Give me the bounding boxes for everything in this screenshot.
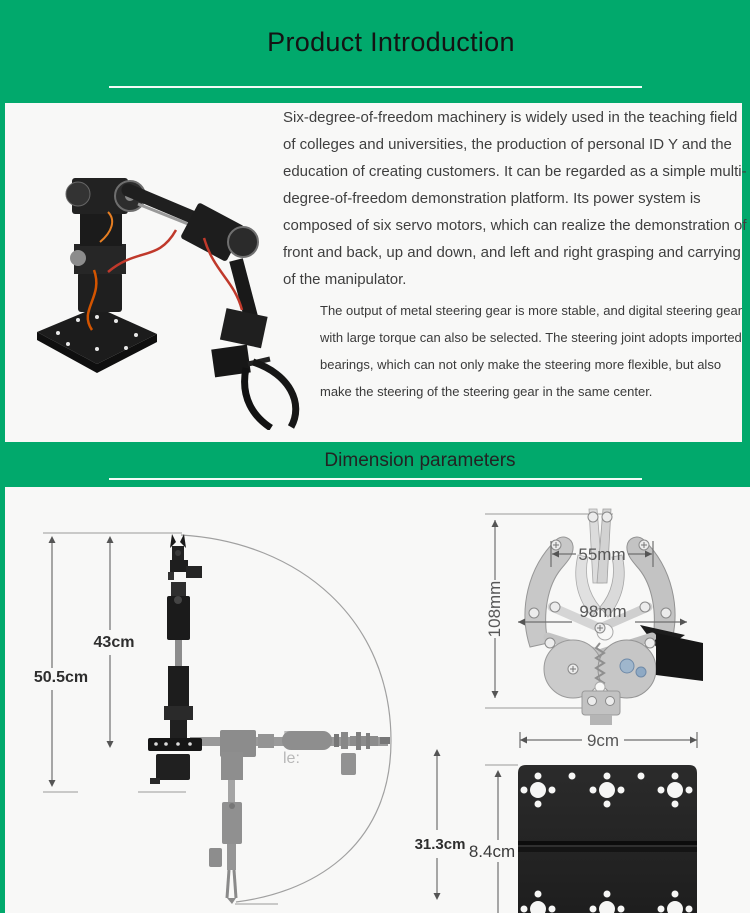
robot-elbow-wheel bbox=[228, 227, 258, 257]
robot-horn-disc bbox=[70, 250, 86, 266]
header-underline bbox=[109, 86, 642, 88]
robot-arm-photo bbox=[8, 112, 308, 430]
label-plate-width: 9cm bbox=[586, 731, 620, 750]
arm-dimension-diagram bbox=[0, 490, 470, 913]
label-gripper-height: 108mm bbox=[485, 580, 504, 638]
base-plate-diagram bbox=[460, 710, 750, 913]
plate-groove-bottom bbox=[518, 847, 697, 852]
dim-313-arrow-up bbox=[434, 749, 441, 756]
dim-108-arrow-down bbox=[492, 691, 499, 698]
dim-505-arrow-down bbox=[49, 780, 56, 787]
intro-paragraph-2: The output of metal steering gear is more stable, and digital steering gear with large torque can also be selected. The steering joint adopts imported bearings, which can not only make the steering more flexible, but also make the steering of the steering gear in the same center. bbox=[320, 303, 743, 399]
gripper-dimension-diagram bbox=[460, 495, 750, 725]
plate-groove-top bbox=[518, 841, 697, 845]
robot-forearm bbox=[236, 260, 251, 317]
intro-paragraph-1: Six-degree-of-freedom machinery is widely used in the teaching field of colleges and universities, the production of personal ID Y and the education of creating customers. It can be regarded as a simple multi-degree-of-freedom demonstration platform. Its power system is composed of six servo motors, which can realize the demonstration of front and back, up and down, and left and right grasping and carrying of the manipulator. bbox=[283, 109, 747, 288]
label-plate-depth: 8.4cm bbox=[468, 842, 516, 861]
robot-side-disc bbox=[66, 182, 90, 206]
page-title: Product Introduction bbox=[267, 27, 515, 57]
dim-84-arrow-up bbox=[495, 770, 502, 777]
watermark-text-2: le: bbox=[283, 750, 300, 767]
label-down-reach: 31.3cm bbox=[414, 836, 466, 853]
robot-wrist-servo bbox=[220, 308, 268, 348]
dim-9-arrow-right bbox=[690, 737, 697, 744]
dimension-underline bbox=[109, 478, 642, 480]
dimension-section-title: Dimension parameters bbox=[324, 450, 516, 471]
arm-pose-down bbox=[209, 752, 243, 904]
dim-98-arrow-left bbox=[518, 619, 525, 626]
label-total-height: 50.5cm bbox=[33, 669, 89, 686]
label-gripper-open-width: 98mm bbox=[579, 602, 627, 621]
dim-98-arrow-right bbox=[680, 619, 687, 626]
dim-43-arrow-up bbox=[107, 536, 114, 543]
motion-arc bbox=[181, 535, 391, 902]
label-gripper-tip-span: 55mm bbox=[578, 545, 626, 564]
arm-pose-vertical bbox=[148, 534, 202, 784]
dim-505-arrow-up bbox=[49, 536, 56, 543]
dim-108-arrow-up bbox=[492, 520, 499, 527]
robot-servo-lower bbox=[78, 272, 122, 312]
dim-9-arrow-left bbox=[520, 737, 527, 744]
robot-claw-finger-inner bbox=[245, 368, 271, 428]
dim-43-arrow-down bbox=[107, 741, 114, 748]
dim-313-arrow-down bbox=[434, 893, 441, 900]
label-upper-height: 43cm bbox=[93, 634, 135, 651]
